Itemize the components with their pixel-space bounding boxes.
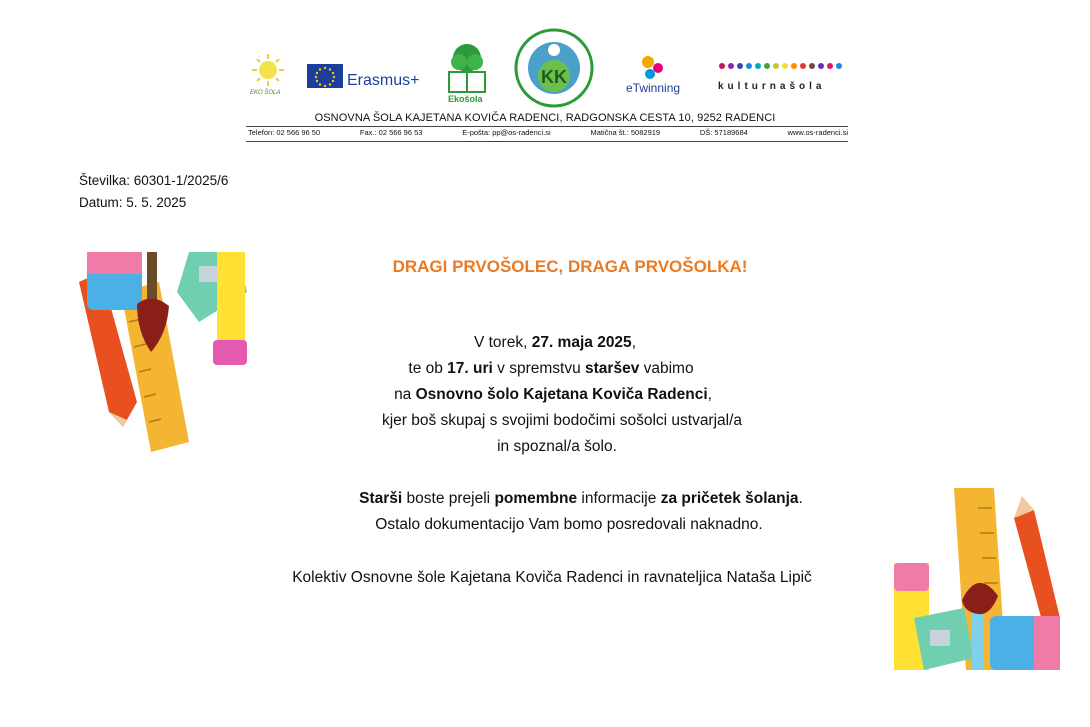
header-divider-top	[246, 126, 848, 127]
ekosola-logo	[448, 44, 485, 104]
header-divider-bottom	[246, 141, 848, 142]
kulturna-sola-logo	[718, 63, 842, 92]
school-supplies-illustration-bottom	[894, 488, 1060, 670]
body-line-6-d: informacije	[577, 490, 661, 507]
body-line-1	[10, 334, 1090, 352]
document-date: Datum: 5. 5. 2025	[79, 195, 187, 210]
svg-text:kulturnašola: kulturnašola	[718, 81, 826, 92]
contact-email[interactable]: E-pošta: pp@os-radenci.si	[462, 128, 551, 137]
body-line-7: Ostalo dokumentacijo Vam bomo posredovali naknadno.	[375, 516, 763, 533]
body-line-5: in spoznal/a šolo.	[497, 438, 617, 455]
event-time: 17. uri	[447, 360, 493, 377]
erasmus-logo	[307, 64, 419, 89]
body-line-2-c: v spremstvu	[492, 360, 586, 377]
body-line-1-text: V torek,	[473, 334, 532, 351]
school-emblem-logo	[516, 30, 592, 106]
etwinning-logo	[626, 56, 680, 95]
body-line-6-important: pomembne	[494, 490, 578, 507]
school-name: OSNOVNA ŠOLA KAJETANA KOVIČA RADENCI, RADGONSKA CESTA 10, 9252 RADENCI	[314, 112, 776, 124]
contact-registration: Matična št.: 5082919	[590, 128, 661, 137]
svg-text:EKO ŠOLA: EKO ŠOLA	[250, 90, 281, 96]
body-line-2	[6, 360, 1090, 378]
event-date: 27. maja 2025	[531, 334, 632, 351]
header-logos	[240, 28, 850, 108]
school-name-bold: Osnovno šolo Kajetana Koviča Radenci	[415, 386, 708, 403]
document-number: Številka: 60301-1/2025/6	[79, 173, 229, 188]
contact-phone: Telefon: 02 566 96 50	[248, 128, 321, 137]
contact-tax-number: DŠ: 57189684	[699, 128, 748, 137]
eco-school-sun-logo	[250, 54, 284, 96]
body-line-2-a: te ob	[408, 360, 448, 377]
body-line-3-a: na	[394, 386, 416, 403]
svg-text:eTwinning: eTwinning	[626, 81, 681, 95]
contact-fax: Fax.: 02 566 96 53	[359, 128, 423, 137]
signature: Kolektiv Osnovne šole Kajetana Koviča Radenci in ravnateljica Nataša Lipič	[292, 569, 812, 586]
body-line-6-start: za pričetek šolanja	[660, 490, 799, 507]
body-line-6-parents: Starši	[359, 490, 403, 507]
body-line-4: kjer boš skupaj s svojimi bodočimi sošolci ustvarjal/a	[381, 412, 743, 429]
body-line-6-b: boste prejeli	[402, 490, 495, 507]
svg-text:Erasmus+: Erasmus+	[347, 72, 420, 89]
invitation-title: DRAGI PRVOŠOLEC, DRAGA PRVOŠOLKA!	[392, 257, 748, 276]
body-line-2-e: vabimo	[639, 360, 694, 377]
body-line-3	[8, 386, 1090, 404]
body-line-1-punct: ,	[631, 334, 636, 351]
svg-text:Ekošola: Ekošola	[448, 94, 483, 104]
contact-website[interactable]: www.os-radenci.si	[787, 128, 848, 137]
body-line-2-parents: staršev	[585, 360, 640, 377]
contact-bar	[248, 128, 848, 137]
body-line-3-punct: ,	[707, 386, 712, 403]
svg-text:KK: KK	[541, 67, 567, 87]
body-line-6-punct: .	[798, 490, 803, 507]
